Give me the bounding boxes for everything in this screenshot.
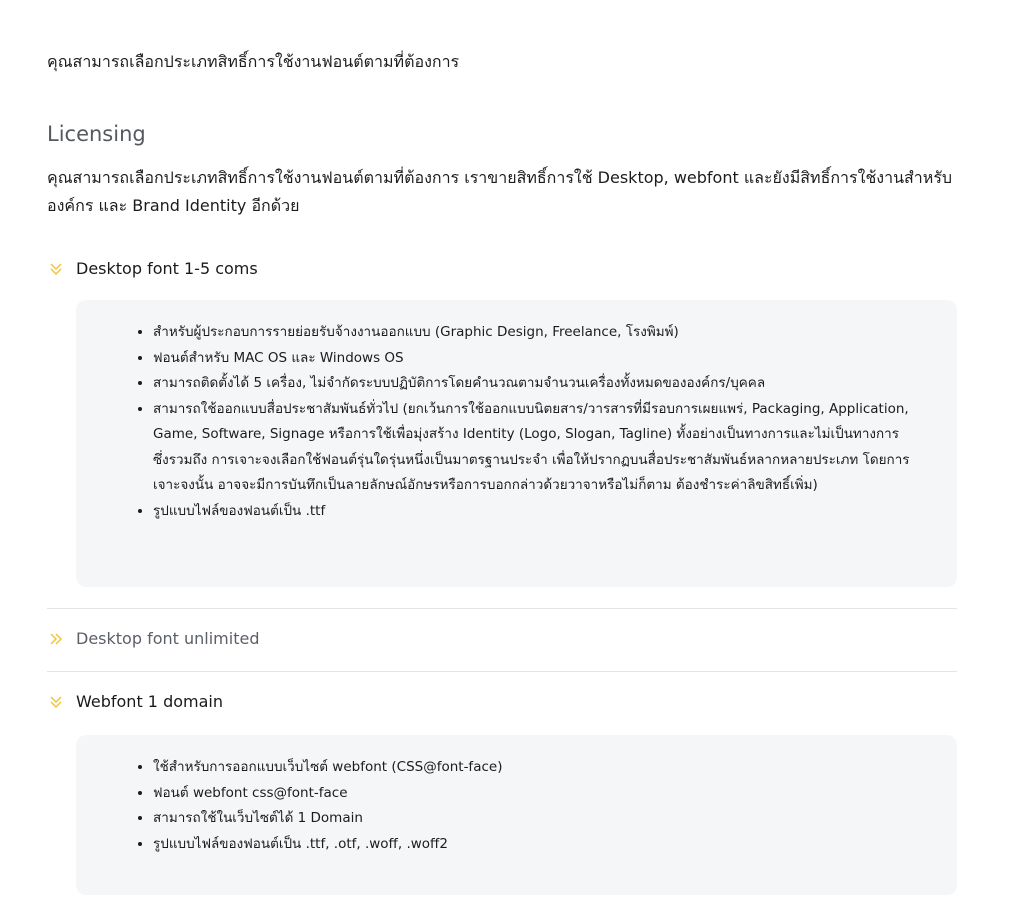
list-item: • สำหรับผู้ประกอบการรายย่อยรับจ้างงานออกแบบ (Graphic Design, Freelance, โรงพิมพ์)	[153, 320, 917, 346]
chevron-double-down-icon	[47, 693, 65, 711]
accordion-label: Desktop font unlimited	[76, 629, 260, 648]
list-item: • สามารถใช้ในเว็บไซต์ได้ 1 Domain	[153, 806, 917, 832]
list-item: • ฟอนต์สำหรับ MAC OS และ Windows OS	[153, 346, 917, 372]
accordion-header-desktop-1-5[interactable]	[47, 257, 957, 281]
divider	[47, 608, 957, 609]
chevron-double-down-icon	[47, 260, 65, 278]
feature-list	[135, 755, 917, 857]
chevron-double-right-icon	[47, 630, 65, 648]
list-item: • ฟอนต์ webfont css@font-face	[153, 781, 917, 807]
accordion-label: Desktop font 1-5 coms	[76, 259, 258, 278]
accordion-panel-desktop-1-5	[76, 300, 957, 587]
list-item: • สามารถติดตั้งได้ 5 เครื่อง, ไม่จำกัดระบบปฏิบัติการโดยคำนวณตามจำนวนเครื่องทั้งหมดขององค์กร/บุคคล	[153, 371, 917, 397]
accordion-panel-webfont-1-domain	[76, 735, 957, 895]
intro-text: คุณสามารถเลือกประเภทสิทธิ์การใช้งานฟอนต์ตามที่ต้องการ	[47, 52, 460, 71]
list-item: • รูปแบบไฟล์ของฟอนต์เป็น .ttf	[153, 499, 917, 525]
accordion-label: Webfont 1 domain	[76, 692, 223, 711]
accordion-header-webfont-1-domain[interactable]	[47, 690, 957, 714]
feature-list	[135, 320, 917, 524]
list-item: • รูปแบบไฟล์ของฟอนต์เป็น .ttf, .otf, .woff, .woff2	[153, 832, 917, 858]
list-item: • ใช้สำหรับการออกแบบเว็บไซต์ webfont (CSS@font-face)	[153, 755, 917, 781]
licensing-title: Licensing	[47, 122, 146, 146]
list-item: • สามารถใช้ออกแบบสื่อประชาสัมพันธ์ทั่วไป (ยกเว้นการใช้ออกแบบนิตยสาร/วารสารที่มีรอบการเผยแพร่, Packaging, Application, Game, Software, Signage หรือการใช้เพื่อมุ่งสร้าง Identity (Logo, Slogan, Tagline) ทั้งอย่างเป็นทางการและไม่เป็นทางการ ซึ่งรวมถึง การเจาะจงเลือกใช้ฟอนต์รุ่นใดรุ่นหนึ่งเป็นมาตรฐานประจำ เพื่อให้ปรากฏบนสื่อประชาสัมพันธ์หลากหลายประเภท โดยการเจาะจงนั้น อาจจะมีการบันทึกเป็นลายลักษณ์อักษรหรือการบอกกล่าวด้วยวาจาหรือไม่ก็ตาม ต้องชำระค่าลิขสิทธิ์เพิ่ม)	[153, 397, 917, 499]
divider	[47, 671, 957, 672]
accordion-header-desktop-unlimited[interactable]	[47, 627, 957, 651]
licensing-description: คุณสามารถเลือกประเภทสิทธิ์การใช้งานฟอนต์ตามที่ต้องการ เราขายสิทธิ์การใช้ Desktop, webfont และยังมีสิทธิ์การใช้งานสำหรับองค์กร และ Brand Identity อีกด้วย	[47, 168, 953, 215]
